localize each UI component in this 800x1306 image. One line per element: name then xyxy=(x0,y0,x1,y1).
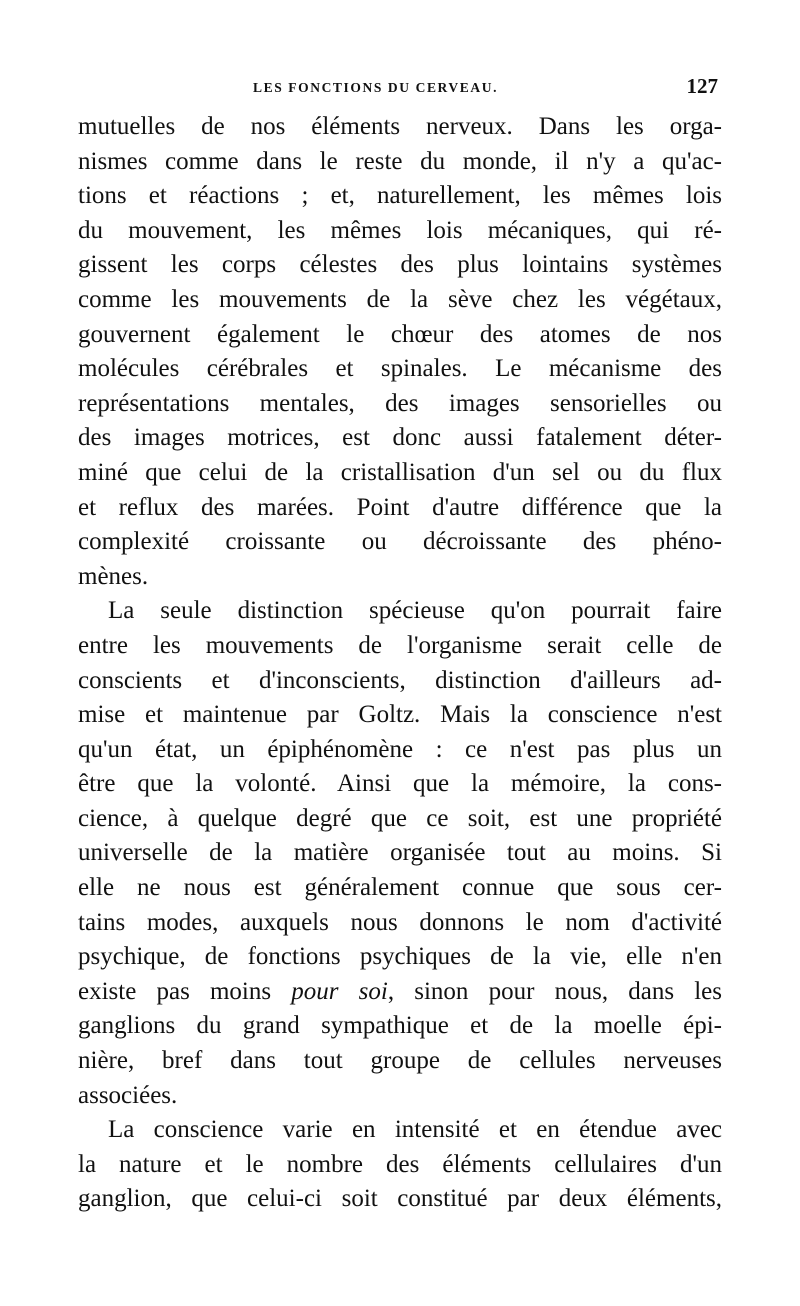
running-header xyxy=(80,74,720,104)
text-line: miné que celui de la cristallisation d'un sel ou du flux xyxy=(78,458,722,486)
text-line: gissent les corps célestes des plus lointains systèmes xyxy=(78,251,722,279)
text-line: La seule distinction spécieuse qu'on pourrait faire xyxy=(108,597,722,625)
text-line: complexité croissante ou décroissante des phéno- xyxy=(78,528,722,556)
text-line: entre les mouvements de l'organisme serait celle de xyxy=(78,631,722,659)
text-line: ganglion, que celui-ci soit constitué par deux éléments, xyxy=(78,1185,722,1213)
text-line: elle ne nous est généralement connue que sous cer- xyxy=(78,874,722,902)
text-line: du mouvement, les mêmes lois mécaniques, qui ré- xyxy=(78,216,722,244)
text-line: tions et réactions ; et, naturellement, les mêmes lois xyxy=(78,182,722,210)
page-number: 127 xyxy=(686,74,718,98)
text-line: La conscience varie en intensité et en étendue avec xyxy=(108,1116,722,1144)
text-line: mènes. xyxy=(78,562,149,590)
text-line: gouvernent également le chœur des atomes de nos xyxy=(78,320,722,348)
text-line: la nature et le nombre des éléments cellulaires d'un xyxy=(78,1150,722,1178)
text-line: être que la volonté. Ainsi que la mémoire, la cons- xyxy=(78,770,722,798)
text-line: représentations mentales, des images sensorielles ou xyxy=(78,389,722,417)
text-span: existe pas moins xyxy=(78,977,292,1005)
text-line: associées. xyxy=(78,1081,178,1109)
text-line: nière, bref dans tout groupe de cellules nerveuses xyxy=(78,1047,722,1075)
text-line: des images motrices, est donc aussi fatalement déter- xyxy=(78,424,722,452)
text-line: et reflux des marées. Point d'autre différence que la xyxy=(78,493,722,521)
running-title: LES FONCTIONS DU CERVEAU. xyxy=(253,80,499,95)
text-line: molécules cérébrales et spinales. Le mécanisme des xyxy=(78,355,722,383)
text-line: nismes comme dans le reste du monde, il n'y a qu'ac- xyxy=(78,147,722,175)
text-line: tains modes, auxquels nous donnons le nom d'activité xyxy=(78,908,722,936)
text-line: conscients et d'inconscients, distinction d'ailleurs ad- xyxy=(78,666,722,694)
text-line: mutuelles de nos éléments nerveux. Dans les orga- xyxy=(78,113,722,140)
text-line: qu'un état, un épiphénomène : ce n'est pas plus un xyxy=(78,735,722,763)
text-line: universelle de la matière organisée tout au moins. Si xyxy=(78,839,722,867)
text-line: ganglions du grand sympathique et de la moelle épi- xyxy=(78,1012,722,1040)
text-span: , sinon pour nous, dans les xyxy=(387,977,722,1005)
paragraph-3 xyxy=(78,1113,722,1217)
text-line-with-italic xyxy=(78,975,722,1010)
body-text xyxy=(78,110,722,1217)
paragraph-1 xyxy=(78,110,722,594)
text-line: cience, à quelque degré que ce soit, est une propriété xyxy=(78,804,722,832)
text-line: psychique, de fonctions psychiques de la vie, elle n'en xyxy=(78,943,722,971)
paragraph-2 xyxy=(78,594,722,1113)
italic-phrase: pour soi xyxy=(291,977,388,1005)
text-line: comme les mouvements de la sève chez les végétaux, xyxy=(78,285,722,313)
text-line: mise et maintenue par Goltz. Mais la conscience n'est xyxy=(78,701,722,729)
